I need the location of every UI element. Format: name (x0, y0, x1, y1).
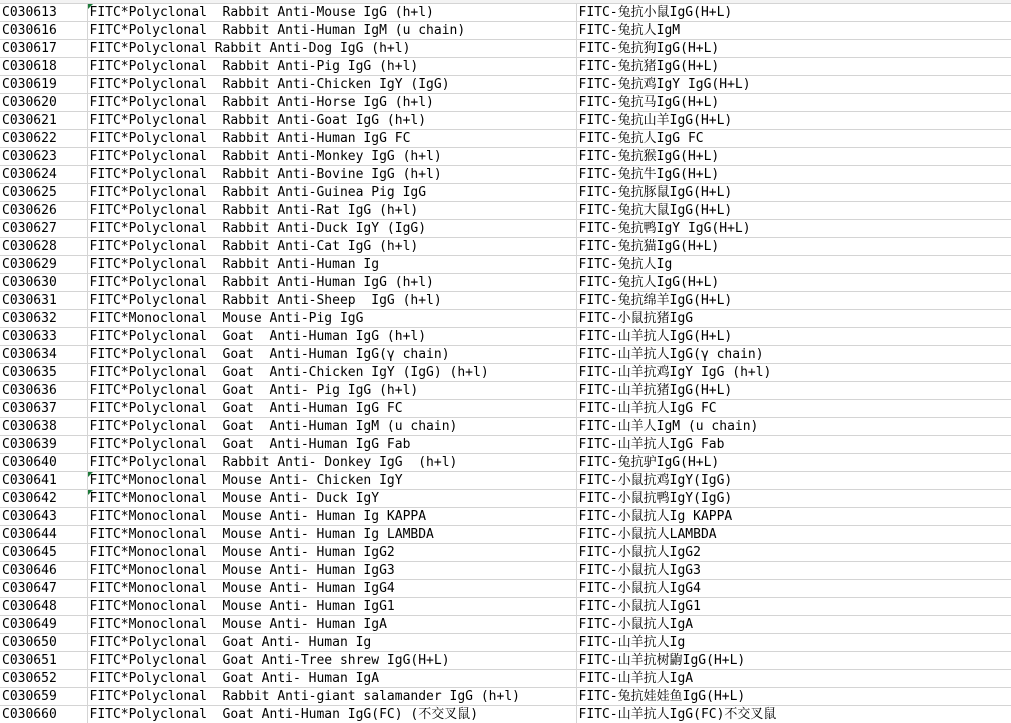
cell-english-name[interactable]: FITC*Polyclonal Rabbit Anti-Monkey IgG (h+l) (87, 148, 576, 166)
cell-product-code[interactable]: C030629 (0, 256, 87, 274)
table-row (0, 94, 1011, 112)
table-row (0, 418, 1011, 436)
cell-chinese-name[interactable]: FITC-兔抗驴IgG(H+L) (576, 454, 1011, 472)
table-row (0, 652, 1011, 670)
cell-product-code[interactable]: C030643 (0, 508, 87, 526)
cell-chinese-name[interactable]: FITC-兔抗鸡IgY IgG(H+L) (576, 76, 1011, 94)
cell-product-code[interactable]: C030632 (0, 310, 87, 328)
cell-english-name[interactable]: FITC*Monoclonal Mouse Anti- Human IgG2 (87, 544, 576, 562)
cell-english-name[interactable]: FITC*Polyclonal Rabbit Anti-Human IgM (u chain) (87, 22, 576, 40)
cell-chinese-name[interactable]: FITC-兔抗人IgG(H+L) (576, 274, 1011, 292)
cell-chinese-name[interactable]: FITC-兔抗人IgM (576, 22, 1011, 40)
table-row (0, 364, 1011, 382)
cell-product-code[interactable]: C030647 (0, 580, 87, 598)
cell-english-name[interactable]: FITC*Polyclonal Rabbit Anti-Duck IgY (IgG) (87, 220, 576, 238)
table-row (0, 4, 1011, 22)
cell-chinese-name[interactable]: FITC-兔抗牛IgG(H+L) (576, 166, 1011, 184)
cell-english-name[interactable]: FITC*Polyclonal Rabbit Anti-giant salamander IgG (h+l) (87, 688, 576, 706)
table-row (0, 256, 1011, 274)
cell-chinese-name[interactable]: FITC-山羊抗猪IgG(H+L) (576, 382, 1011, 400)
cell-chinese-name[interactable]: FITC-兔抗大鼠IgG(H+L) (576, 202, 1011, 220)
cell-chinese-name[interactable]: FITC-山羊人IgM (u chain) (576, 418, 1011, 436)
table-row (0, 382, 1011, 400)
cell-chinese-name[interactable]: FITC-兔抗人IgG FC (576, 130, 1011, 148)
cell-chinese-name[interactable]: FITC-山羊抗人IgG(H+L) (576, 328, 1011, 346)
cell-product-code[interactable]: C030627 (0, 220, 87, 238)
cell-product-code[interactable]: C030642 (0, 490, 87, 508)
cell-product-code[interactable]: C030613 (0, 4, 87, 22)
cell-chinese-name[interactable]: FITC-兔抗山羊IgG(H+L) (576, 112, 1011, 130)
cell-chinese-name[interactable]: FITC-山羊抗人IgG Fab (576, 436, 1011, 454)
cell-product-code[interactable]: C030640 (0, 454, 87, 472)
cell-english-name[interactable]: FITC*Polyclonal Goat Anti- Human Ig (87, 634, 576, 652)
table-row (0, 292, 1011, 310)
table-row (0, 184, 1011, 202)
cell-chinese-name[interactable]: FITC-小鼠抗猪IgG (576, 310, 1011, 328)
cell-english-name[interactable]: FITC*Polyclonal Rabbit Anti-Rat IgG (h+l) (87, 202, 576, 220)
cell-chinese-name[interactable]: FITC-山羊抗树鼩IgG(H+L) (576, 652, 1011, 670)
cell-chinese-name[interactable]: FITC-小鼠抗人IgG2 (576, 544, 1011, 562)
cell-english-name[interactable]: FITC*Polyclonal Goat Anti-Tree shrew IgG(H+L) (87, 652, 576, 670)
table-row (0, 112, 1011, 130)
cell-chinese-name[interactable]: FITC-兔抗猴IgG(H+L) (576, 148, 1011, 166)
cell-product-code[interactable]: C030631 (0, 292, 87, 310)
cell-chinese-name[interactable]: FITC-兔抗人Ig (576, 256, 1011, 274)
table-row (0, 526, 1011, 544)
cell-english-name[interactable]: FITC*Polyclonal Goat Anti- Pig IgG (h+l) (87, 382, 576, 400)
table-row (0, 22, 1011, 40)
table-row (0, 238, 1011, 256)
cell-product-code[interactable]: C030660 (0, 706, 87, 723)
table-row (0, 40, 1011, 58)
cell-product-code[interactable]: C030652 (0, 670, 87, 688)
cell-chinese-name[interactable]: FITC-小鼠抗人LAMBDA (576, 526, 1011, 544)
cell-product-code[interactable]: C030622 (0, 130, 87, 148)
table-row (0, 454, 1011, 472)
table-row (0, 634, 1011, 652)
cell-english-name[interactable]: FITC*Polyclonal Rabbit Anti-Human IgG (h+l) (87, 274, 576, 292)
cell-chinese-name[interactable]: FITC-山羊抗人IgG FC (576, 400, 1011, 418)
table-row (0, 58, 1011, 76)
table-row (0, 130, 1011, 148)
cell-chinese-name[interactable]: FITC-兔抗马IgG(H+L) (576, 94, 1011, 112)
cell-product-code[interactable]: C030625 (0, 184, 87, 202)
cell-product-code[interactable]: C030636 (0, 382, 87, 400)
table-row (0, 148, 1011, 166)
cell-product-code[interactable]: C030650 (0, 634, 87, 652)
cell-english-name[interactable]: FITC*Polyclonal Rabbit Anti-Guinea Pig IgG (87, 184, 576, 202)
table-row (0, 220, 1011, 238)
cell-chinese-name[interactable]: FITC-小鼠抗人IgG3 (576, 562, 1011, 580)
table-row (0, 400, 1011, 418)
cell-chinese-name[interactable]: FITC-小鼠抗鸭IgY(IgG) (576, 490, 1011, 508)
cell-chinese-name[interactable]: FITC-小鼠抗人IgA (576, 616, 1011, 634)
table-row (0, 598, 1011, 616)
cell-english-name[interactable]: FITC*Polyclonal Goat Anti- Human IgA (87, 670, 576, 688)
cell-product-code[interactable]: C030628 (0, 238, 87, 256)
cell-english-name[interactable]: FITC*Polyclonal Rabbit Anti- Donkey IgG (h+l) (87, 454, 576, 472)
cell-product-code[interactable]: C030646 (0, 562, 87, 580)
cell-product-code[interactable]: C030617 (0, 40, 87, 58)
table-row (0, 202, 1011, 220)
cell-product-code[interactable]: C030641 (0, 472, 87, 490)
table-row (0, 346, 1011, 364)
table-row (0, 328, 1011, 346)
table-row (0, 688, 1011, 706)
cell-english-name[interactable]: FITC*Polyclonal Rabbit Anti-Sheep IgG (h+l) (87, 292, 576, 310)
cell-english-name[interactable]: FITC*Polyclonal Rabbit Anti-Chicken IgY (IgG) (87, 76, 576, 94)
cell-chinese-name[interactable]: FITC-山羊抗人Ig (576, 634, 1011, 652)
cell-product-code[interactable]: C030651 (0, 652, 87, 670)
cell-product-code[interactable]: C030626 (0, 202, 87, 220)
cell-english-name[interactable]: FITC*Polyclonal Rabbit Anti-Pig IgG (h+l) (87, 58, 576, 76)
cell-product-code[interactable]: C030621 (0, 112, 87, 130)
cell-english-name[interactable]: FITC*Polyclonal Rabbit Anti-Goat IgG (h+l) (87, 112, 576, 130)
cell-english-name[interactable]: FITC*Polyclonal Goat Anti-Chicken IgY (IgG) (h+l) (87, 364, 576, 382)
cell-english-name[interactable]: FITC*Polyclonal Rabbit Anti-Horse IgG (h+l) (87, 94, 576, 112)
cell-chinese-name[interactable]: FITC-兔抗豚鼠IgG(H+L) (576, 184, 1011, 202)
cell-english-name[interactable]: FITC*Polyclonal Goat Anti-Human IgG Fab (87, 436, 576, 454)
cell-chinese-name[interactable]: FITC-小鼠抗人IgG1 (576, 598, 1011, 616)
cell-english-name[interactable]: FITC*Monoclonal Mouse Anti- Human Ig KAPPA (87, 508, 576, 526)
product-table (0, 3, 1011, 723)
cell-product-code[interactable]: C030649 (0, 616, 87, 634)
cell-chinese-name[interactable]: FITC-小鼠抗鸡IgY(IgG) (576, 472, 1011, 490)
table-row (0, 490, 1011, 508)
cell-product-code[interactable]: C030624 (0, 166, 87, 184)
cell-chinese-name[interactable]: FITC-兔抗猪IgG(H+L) (576, 58, 1011, 76)
cell-english-name[interactable]: FITC*Monoclonal Mouse Anti- Duck IgY (87, 490, 576, 508)
table-row (0, 310, 1011, 328)
table-row (0, 616, 1011, 634)
cell-english-name[interactable]: FITC*Polyclonal Goat Anti-Human IgM (u chain) (87, 418, 576, 436)
cell-chinese-name[interactable]: FITC-小鼠抗人IgG4 (576, 580, 1011, 598)
cell-english-name[interactable]: FITC*Monoclonal Mouse Anti- Human IgG4 (87, 580, 576, 598)
cell-chinese-name[interactable]: FITC-兔抗鸭IgY IgG(H+L) (576, 220, 1011, 238)
cell-product-code[interactable]: C030639 (0, 436, 87, 454)
cell-english-name[interactable]: FITC*Monoclonal Mouse Anti- Human IgG3 (87, 562, 576, 580)
cell-product-code[interactable]: C030635 (0, 364, 87, 382)
cell-product-code[interactable]: C030620 (0, 94, 87, 112)
cell-english-name[interactable]: FITC*Monoclonal Mouse Anti- Chicken IgY (87, 472, 576, 490)
cell-english-name[interactable]: FITC*Polyclonal Rabbit Anti-Human Ig (87, 256, 576, 274)
cell-chinese-name[interactable]: FITC-山羊抗人IgG(γ chain) (576, 346, 1011, 364)
cell-chinese-name[interactable]: FITC-兔抗小鼠IgG(H+L) (576, 4, 1011, 22)
table-row (0, 76, 1011, 94)
cell-chinese-name[interactable]: FITC-兔抗猫IgG(H+L) (576, 238, 1011, 256)
cell-chinese-name[interactable]: FITC-小鼠抗人Ig KAPPA (576, 508, 1011, 526)
cell-product-code[interactable]: C030618 (0, 58, 87, 76)
cell-chinese-name[interactable]: FITC-山羊抗鸡IgY IgG (h+l) (576, 364, 1011, 382)
cell-product-code[interactable]: C030616 (0, 22, 87, 40)
cell-english-name[interactable]: FITC*Polyclonal Rabbit Anti-Mouse IgG (h+l) (87, 4, 576, 22)
cell-product-code[interactable]: C030623 (0, 148, 87, 166)
cell-english-name[interactable]: FITC*Polyclonal Goat Anti-Human IgG(FC) (不交叉鼠) (87, 706, 576, 723)
cell-chinese-name[interactable]: FITC-兔抗绵羊IgG(H+L) (576, 292, 1011, 310)
cell-product-code[interactable]: C030648 (0, 598, 87, 616)
cell-english-name[interactable]: FITC*Polyclonal Rabbit Anti-Dog IgG (h+l) (87, 40, 576, 58)
cell-english-name[interactable]: FITC*Monoclonal Mouse Anti-Pig IgG (87, 310, 576, 328)
table-row (0, 166, 1011, 184)
table-row (0, 436, 1011, 454)
table-row (0, 274, 1011, 292)
cell-chinese-name[interactable]: FITC-兔抗狗IgG(H+L) (576, 40, 1011, 58)
cell-product-code[interactable]: C030659 (0, 688, 87, 706)
cell-english-name[interactable]: FITC*Monoclonal Mouse Anti- Human IgA (87, 616, 576, 634)
cell-product-code[interactable]: C030619 (0, 76, 87, 94)
cell-chinese-name[interactable]: FITC-兔抗娃娃鱼IgG(H+L) (576, 688, 1011, 706)
cell-english-name[interactable]: FITC*Polyclonal Goat Anti-Human IgG(γ chain) (87, 346, 576, 364)
table-row (0, 706, 1011, 723)
table-row (0, 472, 1011, 490)
cell-english-name[interactable]: FITC*Monoclonal Mouse Anti- Human Ig LAMBDA (87, 526, 576, 544)
cell-product-code[interactable]: C030644 (0, 526, 87, 544)
cell-chinese-name[interactable]: FITC-山羊抗人IgA (576, 670, 1011, 688)
cell-english-name[interactable]: FITC*Polyclonal Rabbit Anti-Cat IgG (h+l) (87, 238, 576, 256)
cell-english-name[interactable]: FITC*Monoclonal Mouse Anti- Human IgG1 (87, 598, 576, 616)
cell-product-code[interactable]: C030634 (0, 346, 87, 364)
table-row (0, 580, 1011, 598)
cell-product-code[interactable]: C030645 (0, 544, 87, 562)
cell-product-code[interactable]: C030637 (0, 400, 87, 418)
cell-english-name[interactable]: FITC*Polyclonal Goat Anti-Human IgG FC (87, 400, 576, 418)
cell-english-name[interactable]: FITC*Polyclonal Rabbit Anti-Human IgG FC (87, 130, 576, 148)
table-row (0, 670, 1011, 688)
cell-product-code[interactable]: C030638 (0, 418, 87, 436)
table-row (0, 562, 1011, 580)
table-row (0, 544, 1011, 562)
cell-english-name[interactable]: FITC*Polyclonal Rabbit Anti-Bovine IgG (h+l) (87, 166, 576, 184)
table-row (0, 508, 1011, 526)
cell-product-code[interactable]: C030633 (0, 328, 87, 346)
table-body (0, 4, 1011, 723)
cell-english-name[interactable]: FITC*Polyclonal Goat Anti-Human IgG (h+l) (87, 328, 576, 346)
cell-product-code[interactable]: C030630 (0, 274, 87, 292)
cell-chinese-name[interactable]: FITC-山羊抗人IgG(FC)不交叉鼠 (576, 706, 1011, 723)
